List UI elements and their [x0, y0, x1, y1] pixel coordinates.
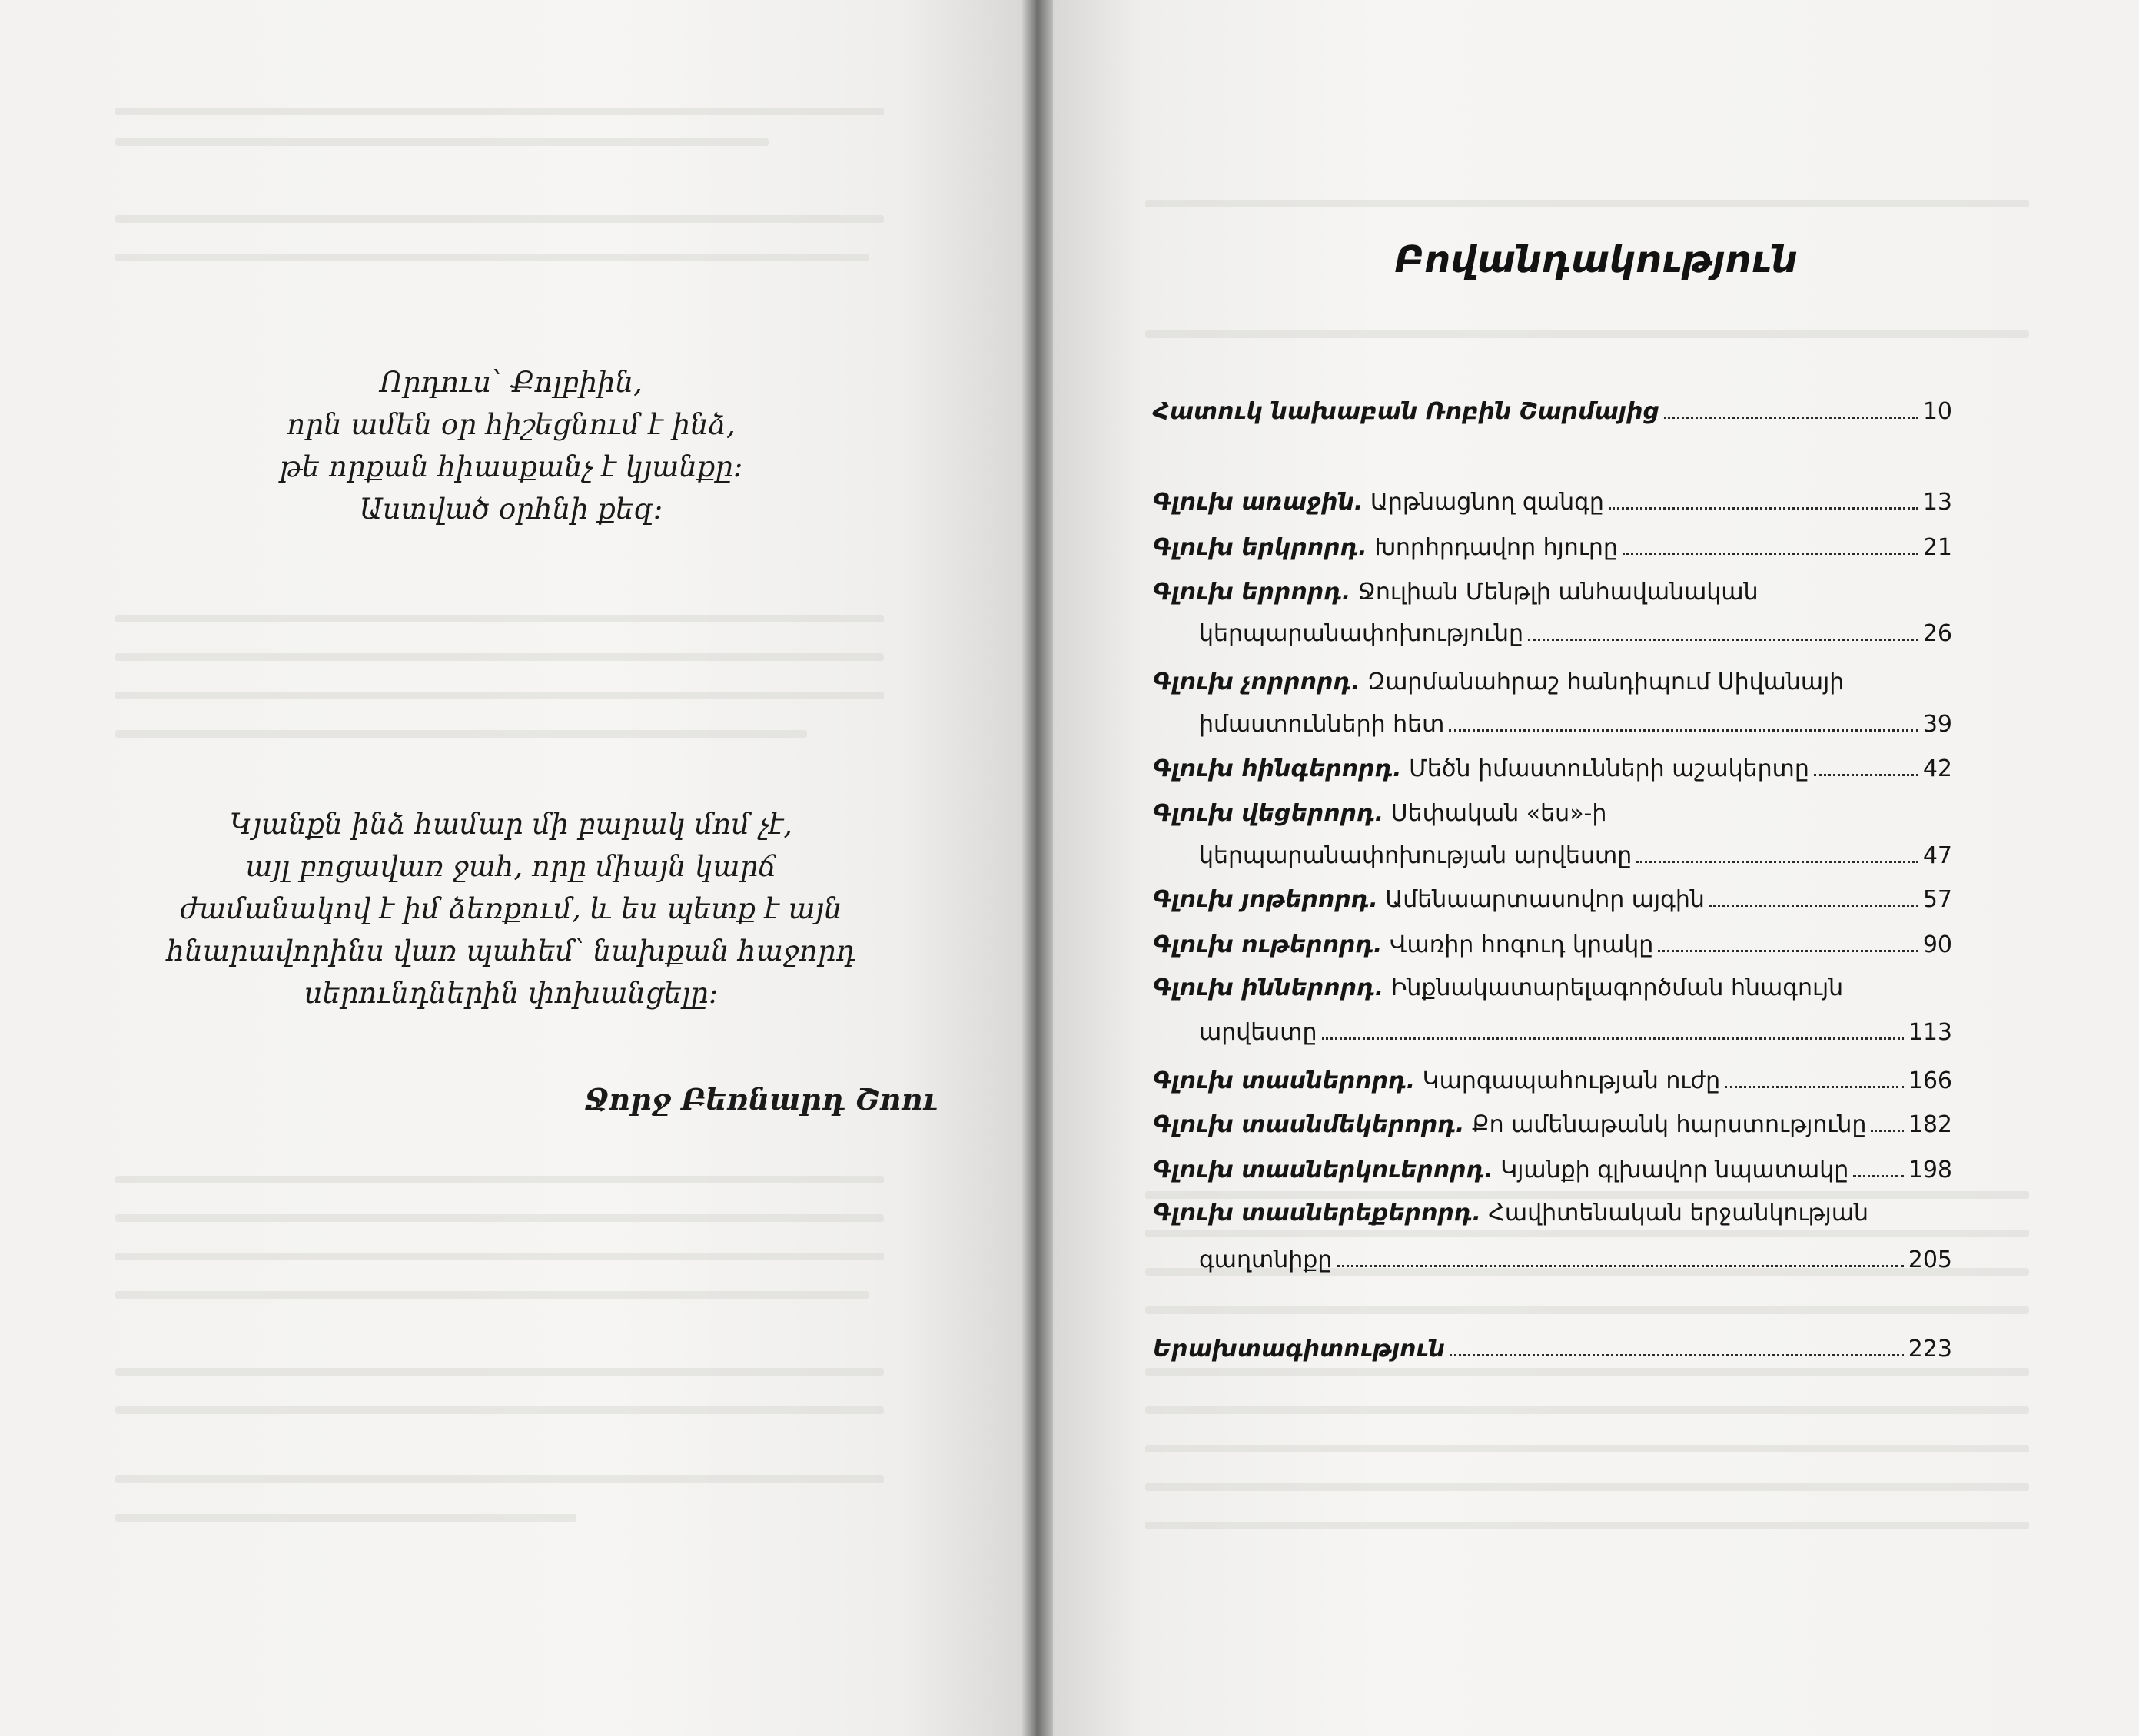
- toc-entry-first-line[interactable]: [1153, 579, 1952, 606]
- show-through-line: [115, 1291, 869, 1299]
- toc-entry-title: Մեծն իմաստունների աշակերտը: [1401, 755, 1809, 782]
- show-through-line: [1145, 200, 2029, 207]
- show-through-line: [115, 615, 884, 622]
- toc-leader-dots: [1709, 905, 1918, 907]
- show-through-line: [115, 1368, 884, 1376]
- toc-leader-dots: [1853, 1175, 1904, 1177]
- toc-leader-dots: [1636, 861, 1918, 863]
- toc-entry-label: Գլուխ առաջին.: [1153, 489, 1363, 516]
- show-through-line: [115, 730, 807, 738]
- toc-leader-dots: [1528, 639, 1918, 641]
- toc-entry-continuation[interactable]: [1199, 1019, 1952, 1056]
- toc-leader-dots: [1871, 1130, 1903, 1132]
- show-through-line: [115, 108, 884, 115]
- show-through-line: [1145, 1522, 2029, 1529]
- toc-entry[interactable]: [1153, 489, 1952, 526]
- toc-entry-label: Գլուխ տասներորդ.: [1153, 1067, 1416, 1094]
- book-gutter: [1022, 0, 1053, 1736]
- toc-entry-label: Գլուխ երրորդ.: [1153, 579, 1351, 606]
- toc-entry-label: Գլուխ չորրորդ.: [1153, 669, 1360, 695]
- toc-entry[interactable]: [1153, 755, 1952, 792]
- toc-entry-title-cont: իմաստունների հետ: [1199, 711, 1445, 738]
- toc-entry-first-line[interactable]: [1153, 1200, 1952, 1226]
- toc-entry[interactable]: [1153, 398, 1952, 435]
- quote-line: ժամանակով է իմ ձեռքում, և ես պետք է այն: [180, 892, 842, 925]
- toc-entry-title-cont: գաղտնիքը: [1199, 1246, 1333, 1273]
- toc-page-number: 223: [1908, 1336, 1952, 1363]
- toc-entry[interactable]: [1153, 534, 1952, 571]
- toc-entry-label: Գլուխ տասներեքերորդ.: [1153, 1200, 1481, 1226]
- toc-entry[interactable]: [1153, 1157, 1952, 1193]
- toc-leader-dots: [1337, 1265, 1903, 1267]
- dedication-line: Որդուս՝ Քոլբիին,: [380, 366, 643, 399]
- toc-entry-title: Վառիր հոգուդ կրակը: [1382, 931, 1654, 958]
- toc-entry-title: Կյանքի գլխավոր նպատակը: [1493, 1157, 1849, 1183]
- toc-entry-label: Գլուխ իններորդ.: [1153, 974, 1384, 1001]
- toc-entry-title-cont: կերպարանափոխությունը: [1199, 620, 1524, 647]
- toc-leader-dots: [1322, 1037, 1904, 1040]
- show-through-line: [115, 254, 869, 261]
- toc-entry-label: Գլուխ յոթերորդ.: [1153, 886, 1378, 913]
- show-through-line: [115, 692, 884, 699]
- toc-title: Բովանդակություն: [1394, 238, 1798, 281]
- toc-entry-title: Սեփական «ես»-ի: [1383, 800, 1607, 827]
- toc-leader-dots: [1450, 1354, 1904, 1356]
- right-page: [1053, 0, 2139, 1736]
- toc-entry-label: Հատուկ նախաբան Ռոբին Շարմայից: [1153, 398, 1659, 425]
- epigraph-quote: [0, 803, 1022, 1014]
- toc-entry-label: Գլուխ ութերորդ.: [1153, 931, 1383, 958]
- toc-entry[interactable]: [1153, 1111, 1952, 1148]
- show-through-line: [1145, 1230, 2029, 1237]
- toc-entry-continuation[interactable]: [1199, 842, 1952, 879]
- toc-page-number: 113: [1908, 1019, 1952, 1046]
- toc-page-number: 10: [1922, 398, 1952, 425]
- toc-page-number: 47: [1922, 842, 1952, 869]
- toc-entry[interactable]: [1153, 1336, 1952, 1373]
- quote-line: Կյանքն ինձ համար մի բարակ մոմ չէ,: [229, 808, 793, 841]
- show-through-line: [1145, 330, 2029, 338]
- toc-entry[interactable]: [1153, 931, 1952, 968]
- quote-author: Ջորջ Բեռնարդ Շոու: [584, 1082, 938, 1117]
- toc-page-number: 57: [1922, 886, 1952, 913]
- toc-page-number: 90: [1922, 931, 1952, 958]
- toc-page-number: 42: [1922, 755, 1952, 782]
- show-through-line: [1145, 1406, 2029, 1414]
- toc-entry-label: Գլուխ վեցերորդ.: [1153, 800, 1384, 827]
- toc-entry[interactable]: [1153, 1067, 1952, 1104]
- dedication-line: թե որքան հիասքանչ է կյանքը:: [279, 450, 743, 483]
- quote-line: սերունդներին փոխանցելը:: [304, 977, 719, 1010]
- toc-entry-title-cont: կերպարանափոխության արվեստը: [1199, 842, 1632, 869]
- show-through-line: [115, 215, 884, 223]
- dedication-line: որն ամեն օր հիշեցնում է ինձ,: [287, 408, 736, 441]
- toc-page-number: 21: [1922, 534, 1952, 561]
- toc-entry-first-line[interactable]: [1153, 800, 1952, 827]
- toc-leader-dots: [1609, 507, 1918, 510]
- toc-leader-dots: [1814, 774, 1918, 776]
- toc-entry-continuation[interactable]: [1199, 1246, 1952, 1283]
- toc-entry-title: Հավիտենական երջանկության: [1480, 1200, 1869, 1226]
- toc-leader-dots: [1658, 950, 1918, 952]
- toc-entry-label: Երախտագիտություն: [1153, 1336, 1445, 1363]
- left-page: [0, 0, 1022, 1736]
- toc-entry-label: Գլուխ տասներկուերորդ.: [1153, 1157, 1493, 1183]
- toc-entry-first-line[interactable]: [1153, 974, 1952, 1001]
- show-through-line: [115, 1214, 884, 1222]
- toc-entry-first-line[interactable]: [1153, 669, 1952, 695]
- show-through-line: [115, 653, 884, 661]
- toc-page-number: 13: [1922, 489, 1952, 516]
- toc-leader-dots: [1725, 1086, 1904, 1088]
- toc-leader-dots: [1623, 553, 1918, 555]
- show-through-line: [1145, 1445, 2029, 1452]
- show-through-line: [115, 1176, 884, 1183]
- show-through-line: [115, 1406, 884, 1414]
- show-through-line: [1145, 1306, 2029, 1314]
- toc-entry-title: Արթնացնող զանգը: [1363, 489, 1604, 516]
- quote-line: հնարավորինս վառ պահեմ՝ նախքան հաջորդ: [166, 934, 856, 968]
- show-through-line: [115, 1475, 884, 1483]
- toc-entry-label: Գլուխ տասնմեկերորդ.: [1153, 1111, 1465, 1138]
- toc-entry-title: Ինքնակատարելագործման հնագույն: [1383, 974, 1844, 1001]
- toc-entry-title: Ջուլիան Մենթլի անհավանական: [1350, 579, 1759, 606]
- toc-entry-title: Ամենաարտասովոր այգին: [1377, 886, 1705, 913]
- quote-line: այլ բոցավառ ջահ, որը միայն կարճ: [245, 850, 777, 883]
- toc-leader-dots: [1449, 729, 1918, 732]
- show-through-line: [115, 1253, 884, 1260]
- toc-entry-title: Քո ամենաթանկ հարստությունը: [1464, 1111, 1867, 1138]
- toc-page-number: 26: [1922, 620, 1952, 647]
- show-through-line: [115, 138, 769, 146]
- toc-entry-label: Գլուխ երկրորդ.: [1153, 534, 1367, 561]
- show-through-line: [115, 1514, 576, 1522]
- toc-entry-title: Զարմանահրաշ հանդիպում Սիվանայի: [1360, 669, 1845, 695]
- toc-entry-continuation[interactable]: [1199, 711, 1952, 748]
- toc-entry-title-cont: արվեստը: [1199, 1019, 1317, 1046]
- toc-entry-continuation[interactable]: [1199, 620, 1952, 657]
- toc-page-number: 166: [1908, 1067, 1952, 1094]
- toc-page-number: 39: [1922, 711, 1952, 738]
- toc-entry-title: Կարգապահության ուժը: [1415, 1067, 1721, 1094]
- toc-page-number: 182: [1908, 1111, 1952, 1138]
- toc-entry[interactable]: [1153, 886, 1952, 923]
- toc-page-number: 205: [1908, 1246, 1952, 1273]
- toc-entry-label: Գլուխ հինգերորդ.: [1153, 755, 1402, 782]
- show-through-line: [1145, 1483, 2029, 1491]
- dedication: [0, 361, 1022, 530]
- toc-entry-title: Խորհրդավոր հյուրը: [1367, 534, 1618, 561]
- dedication-line: Աստված օրհնի քեզ:: [359, 493, 663, 526]
- toc-leader-dots: [1664, 417, 1918, 419]
- toc-page-number: 198: [1908, 1157, 1952, 1183]
